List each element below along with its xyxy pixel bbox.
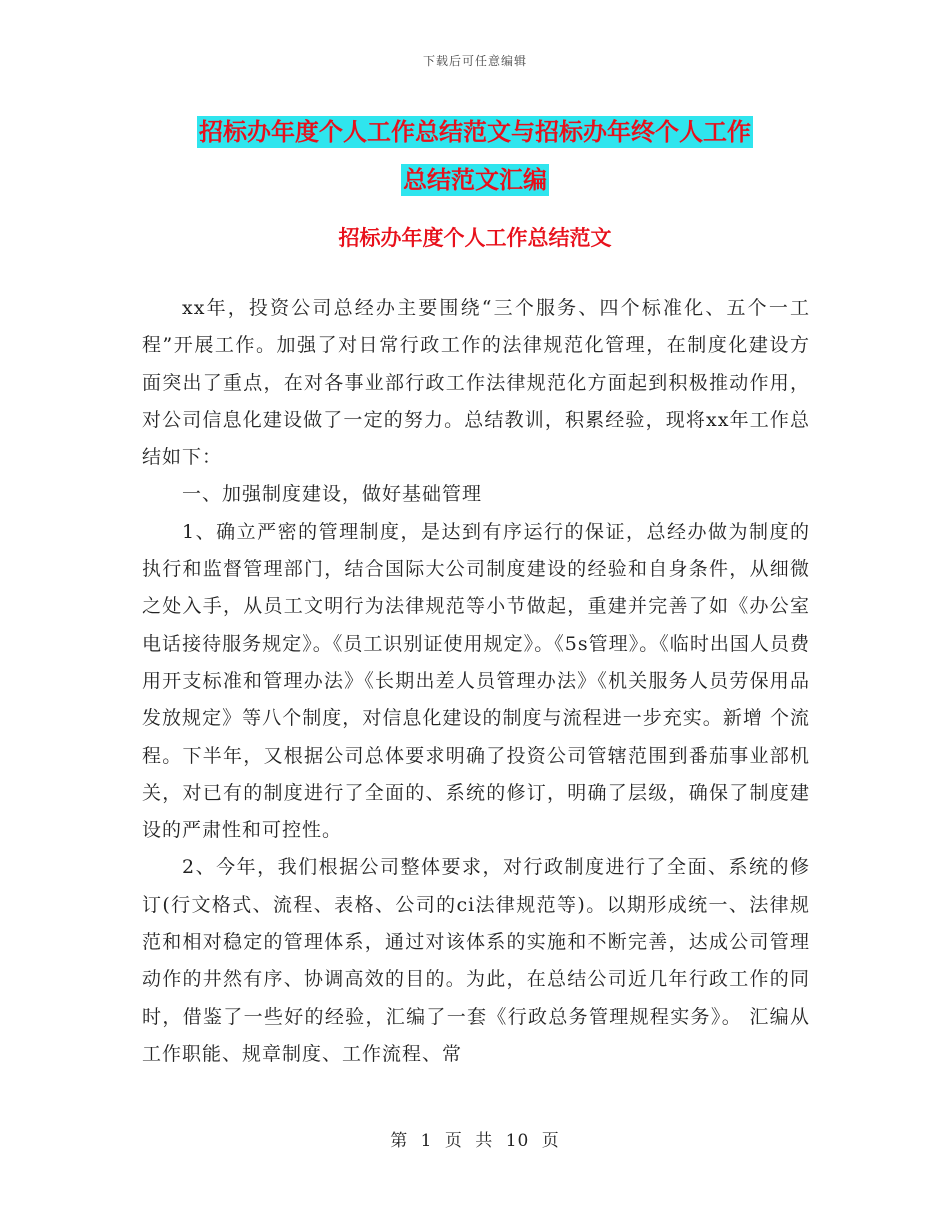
body-paragraph-item-2: 2、今年，我们根据公司整体要求，对行政制度进行了全面、系统的修订(行文格式、流程、表格、公司的ci法律规范等)。以期形成统一、法律规范和相对稳定的管理体系，通过对该体系的实施和不断完善，达成公司管理动作的井然有序、协调高效的目的。为此，在总结公司近几年行政工作的同时，借鉴了一些好的经验，汇编了一套《行政总务管理规程实务》。 汇编从工作职能、规章制度、工作流程、常 — [142, 856, 810, 1065]
document-title — [140, 108, 810, 204]
document-body — [142, 290, 810, 1073]
section-title: 招标办年度个人工作总结范文 — [338, 226, 612, 250]
document-title-line1: 招标办年度个人工作总结范文与招标办年终个人工作 — [199, 118, 751, 146]
body-paragraph-item-1: 1、确立严密的管理制度，是达到有序运行的保证，总经办做为制度的执行和监督管理部门，结合国际大公司制度建设的经验和自身条件，从细微之处入手，从员工文明行为法律规范等小节做起，重建并完善了如《办公室电话接待服务规定》。《员工识别证使用规定》。《5s管理》。《临时出国人员费用开支标准和管理办法》《长期出差人员管理办法》《机关服务人员劳保用品发放规定》等八个制度，对信息化建设的制度与流程进一步充实。新增 个流程。下半年，又根据公司总体要求明确了投资公司管辖范围到番茄事业部机关，对已有的制度进行了全面的、系统的修订，明确了层级，确保了制度建设的严肃性和可控性。 — [142, 520, 810, 842]
page-number: 第 1 页 共 10 页 — [390, 1131, 560, 1151]
page-header-note: 下载后可任意编辑 — [422, 54, 527, 68]
body-paragraph-intro: xx年，投资公司总经办主要围绕“三个服务、四个标准化、五个一工程”开展工作。加强了对日常行政工作的法律规范化管理，在制度化建设方面突出了重点，在对各事业部行政工作法律规范化方面起到积极推动作用，对公司信息化建设做了一定的努力。总结教训，积累经验，现将xx年工作总结如下： — [142, 297, 810, 469]
document-title-line2: 总结范文汇编 — [403, 166, 547, 194]
body-heading-1: 一、加强制度建设，做好基础管理 — [182, 483, 483, 506]
